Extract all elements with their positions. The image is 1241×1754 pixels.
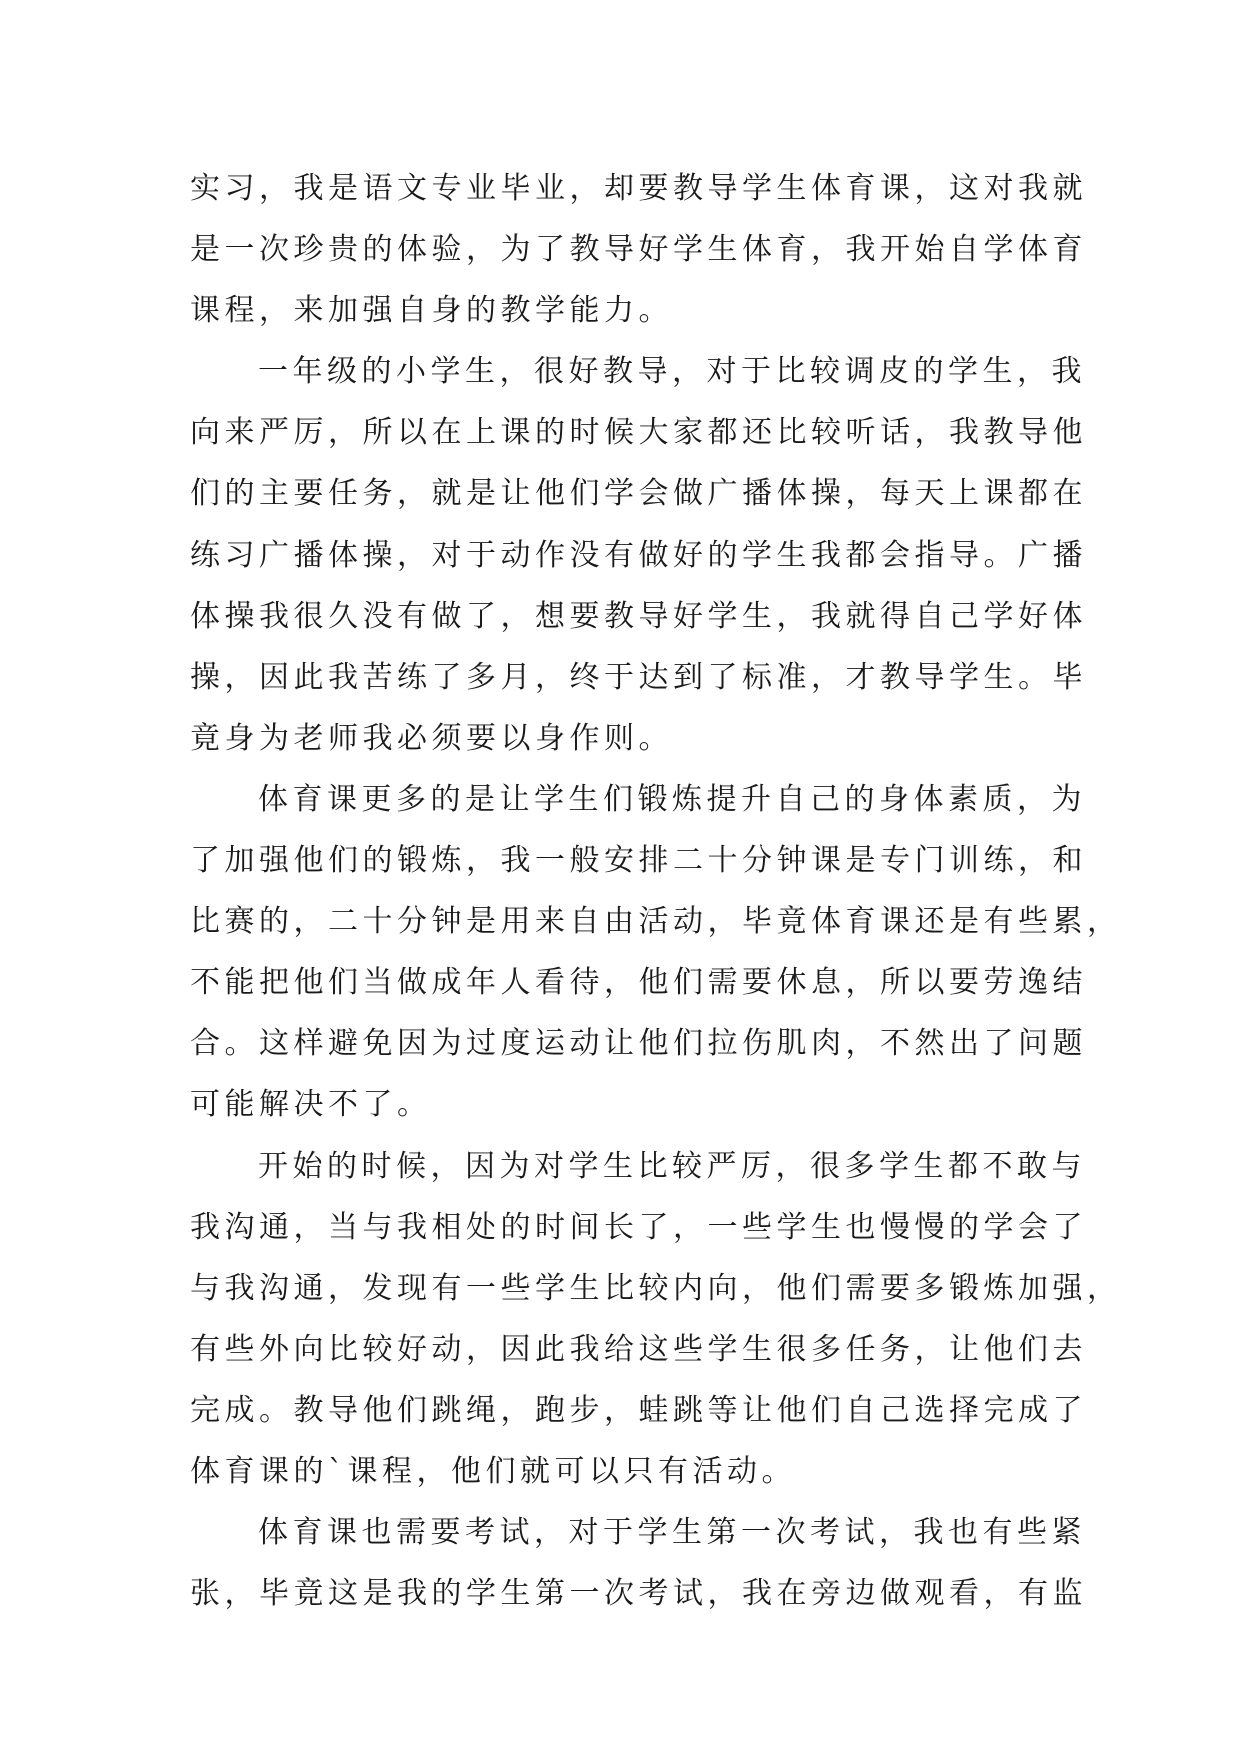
text-line: 完成。教导他们跳绳，跑步，蛙跳等让他们自己选择完成了: [190, 1392, 1087, 1428]
paragraph-3: [190, 769, 1122, 1136]
text-line: 体育课的`课程，他们就可以只有活动。: [190, 1453, 796, 1489]
text-line: 了加强他们的锻炼，我一般安排二十分钟课是专门训练，和: [190, 843, 1087, 879]
paragraph-2: [190, 341, 1087, 769]
paragraph-1: [190, 158, 1087, 341]
text-line: 不能把他们当做成年人看待，他们需要休息，所以要劳逸结: [190, 965, 1087, 1001]
text-line: 比赛的，二十分钟是用来自由活动，毕竟体育课还是有些累，: [190, 904, 1122, 940]
text-line: 体育课也需要考试，对于学生第一次考试，我也有些紧: [258, 1515, 1086, 1551]
text-line: 练习广播体操，对于动作没有做好的学生我都会指导。广播: [190, 537, 1087, 573]
text-line: 张，毕竟这是我的学生第一次考试，我在旁边做观看，有监: [190, 1576, 1087, 1612]
text-line: 一年级的小学生，很好教导，对于比较调皮的学生，我: [258, 354, 1086, 390]
text-line: 向来严厉，所以在上课的时候大家都还比较听话，我教导他: [190, 415, 1087, 451]
text-line: 与我沟通，发现有一些学生比较内向，他们需要多锻炼加强，: [190, 1270, 1122, 1306]
text-line: 有些外向比较好动，因此我给这些学生很多任务，让他们去: [190, 1331, 1087, 1367]
text-line: 体育课更多的是让学生们锻炼提升自己的身体素质，为: [258, 781, 1086, 817]
text-line: 操，因此我苦练了多月，终于达到了标准，才教导学生。毕: [190, 659, 1087, 695]
text-line: 可能解决不了。: [190, 1087, 432, 1123]
paragraph-4: [190, 1136, 1122, 1503]
paragraph-5: [190, 1502, 1087, 1624]
text-line: 课程，来加强自身的教学能力。: [190, 293, 673, 329]
text-line: 体操我很久没有做了，想要教导好学生，我就得自己学好体: [190, 598, 1087, 634]
text-line: 合。这样避免因为过度运动让他们拉伤肌肉，不然出了问题: [190, 1026, 1087, 1062]
document-body: [190, 158, 1122, 1624]
text-line: 们的主要任务，就是让他们学会做广播体操，每天上课都在: [190, 476, 1087, 512]
text-line: 是一次珍贵的体验，为了教导好学生体育，我开始自学体育: [190, 232, 1087, 268]
text-line: 我沟通，当与我相处的时间长了，一些学生也慢慢的学会了: [190, 1209, 1087, 1245]
text-line: 实习，我是语文专业毕业，却要教导学生体育课，这对我就: [190, 171, 1087, 206]
text-line: 开始的时候，因为对学生比较严厉，很多学生都不敢与: [258, 1148, 1086, 1184]
text-line: 竟身为老师我必须要以身作则。: [190, 720, 673, 756]
